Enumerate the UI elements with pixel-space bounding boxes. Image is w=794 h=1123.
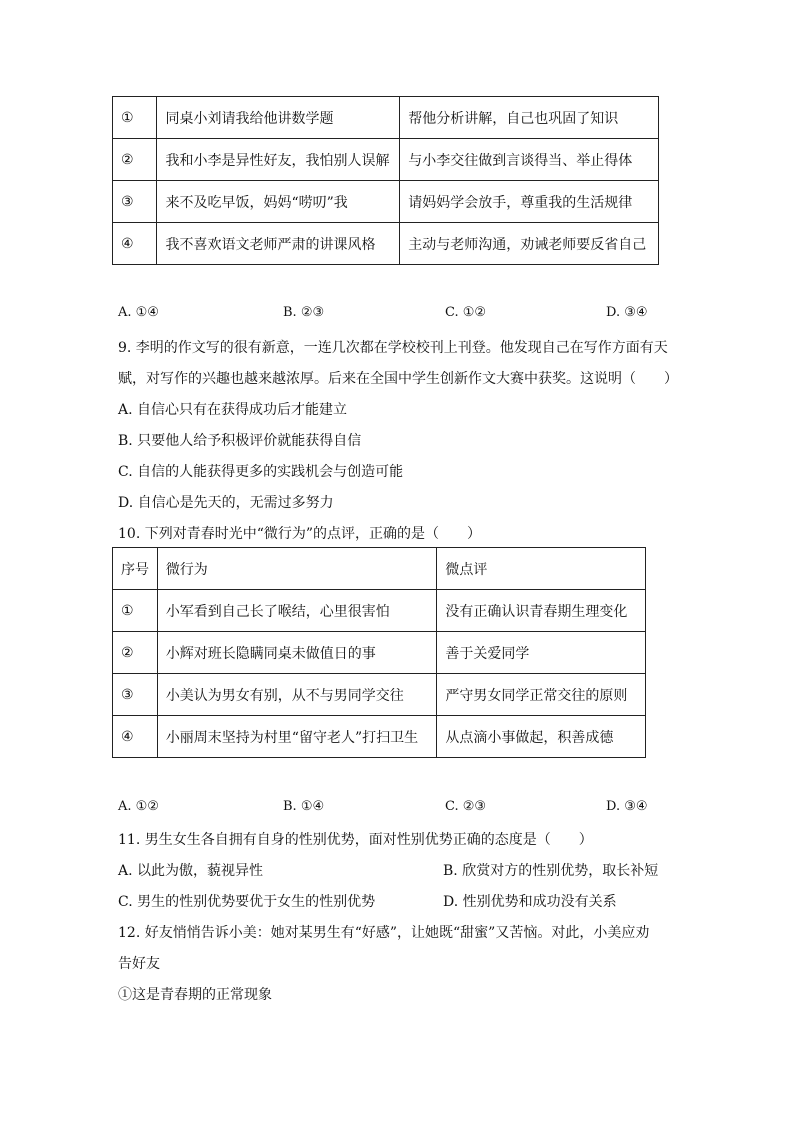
- q9-option-d: D. 自信心是先天的，无需过多努力: [118, 495, 334, 511]
- q10-table: [112, 547, 646, 758]
- table-row: [113, 223, 659, 265]
- table-cell: 同桌小刘请我给他讲数学题: [157, 97, 400, 139]
- table-cell: 小军看到自己长了喉结，心里很害怕: [157, 590, 437, 632]
- table-cell: ③: [113, 674, 158, 716]
- q8-option-d: D. ③④: [606, 305, 648, 320]
- table-row: [113, 139, 659, 181]
- table-cell: 主动与老师沟通，劝诫老师要反省自己: [400, 223, 659, 265]
- q10-option-a: A. ①②: [118, 799, 159, 814]
- q9-stem-line1: 9. 李明的作文写的很有新意，一连几次都在学校校刊上刊登。他发现自己在写作方面有天: [118, 340, 668, 356]
- table-cell: 严守男女同学正常交往的原则: [437, 674, 646, 716]
- q11-stem: 11. 男生女生各自拥有自身的性别优势，面对性别优势正确的态度是（ ）: [118, 832, 593, 848]
- table-cell: ①: [113, 97, 157, 139]
- q12-stem-line2: 告好友: [118, 956, 160, 972]
- table-header-row: [113, 548, 646, 590]
- table-cell: 帮他分析讲解，自己也巩固了知识: [400, 97, 659, 139]
- q9-option-c: C. 自信的人能获得更多的实践机会与创造可能: [118, 464, 404, 480]
- q8-option-c: C. ①②: [445, 305, 487, 320]
- table-cell: 从点滴小事做起，积善成德: [437, 716, 646, 758]
- table-cell: ①: [113, 590, 158, 632]
- q10-option-b: B. ①④: [283, 799, 325, 814]
- table-cell: ④: [113, 223, 157, 265]
- q12-stem-line1: 12. 好友悄悄告诉小美：她对某男生有“好感”，让她既“甜蜜”又苦恼。对此，小美应劝: [118, 925, 650, 941]
- q10-stem: 10. 下列对青春时光中“微行为”的点评，正确的是（ ）: [118, 526, 482, 542]
- table-row: [113, 97, 659, 139]
- table-cell: 没有正确认识青春期生理变化: [437, 590, 646, 632]
- q9-stem-line2: 赋，对写作的兴趣也越来越浓厚。后来在全国中学生创新作文大赛中获奖。这说明（ ）: [118, 371, 678, 387]
- table-header-cell: 序号: [113, 548, 158, 590]
- q9-option-a: A. 自信心只有在获得成功后才能建立: [118, 402, 348, 418]
- table-cell: ④: [113, 716, 158, 758]
- table-header-cell: 微行为: [157, 548, 437, 590]
- table-cell: 请妈妈学会放手，尊重我的生活规律: [400, 181, 659, 223]
- table-row: [113, 632, 646, 674]
- q11-option-a: A. 以此为傲，藐视异性: [118, 863, 264, 879]
- table-cell: 小辉对班长隐瞒同桌未做值日的事: [157, 632, 437, 674]
- table-row: [113, 590, 646, 632]
- table-cell: 善于关爱同学: [437, 632, 646, 674]
- table-cell: 我不喜欢语文老师严肃的讲课风格: [157, 223, 400, 265]
- table-row: [113, 716, 646, 758]
- q8-option-a: A. ①④: [118, 305, 159, 320]
- table-cell: 与小李交往做到言谈得当、举止得体: [400, 139, 659, 181]
- q11-option-c: C. 男生的性别优势要优于女生的性别优势: [118, 894, 376, 910]
- table-row: [113, 674, 646, 716]
- table-cell: 小美认为男女有别，从不与男同学交往: [157, 674, 437, 716]
- q10-option-c: C. ②③: [445, 799, 487, 814]
- q10-option-d: D. ③④: [606, 799, 648, 814]
- table-cell: ③: [113, 181, 157, 223]
- q12-item-1: ①这是青春期的正常现象: [118, 987, 272, 1003]
- table-cell: ②: [113, 139, 157, 181]
- table-cell: 小丽周末坚持为村里“留守老人”打扫卫生: [157, 716, 437, 758]
- q11-option-b: B. 欣赏对方的性别优势，取长补短: [443, 863, 659, 879]
- q9-option-b: B. 只要他人给予积极评价就能获得自信: [118, 433, 362, 449]
- table-cell: 来不及吃早饭，妈妈“唠叨”我: [157, 181, 400, 223]
- q8-table: [112, 96, 659, 265]
- table-row: [113, 181, 659, 223]
- q8-option-b: B. ②③: [283, 305, 325, 320]
- q11-option-d: D. 性别优势和成功没有关系: [443, 894, 617, 910]
- table-header-cell: 微点评: [437, 548, 646, 590]
- table-cell: 我和小李是异性好友，我怕别人误解: [157, 139, 400, 181]
- table-cell: ②: [113, 632, 158, 674]
